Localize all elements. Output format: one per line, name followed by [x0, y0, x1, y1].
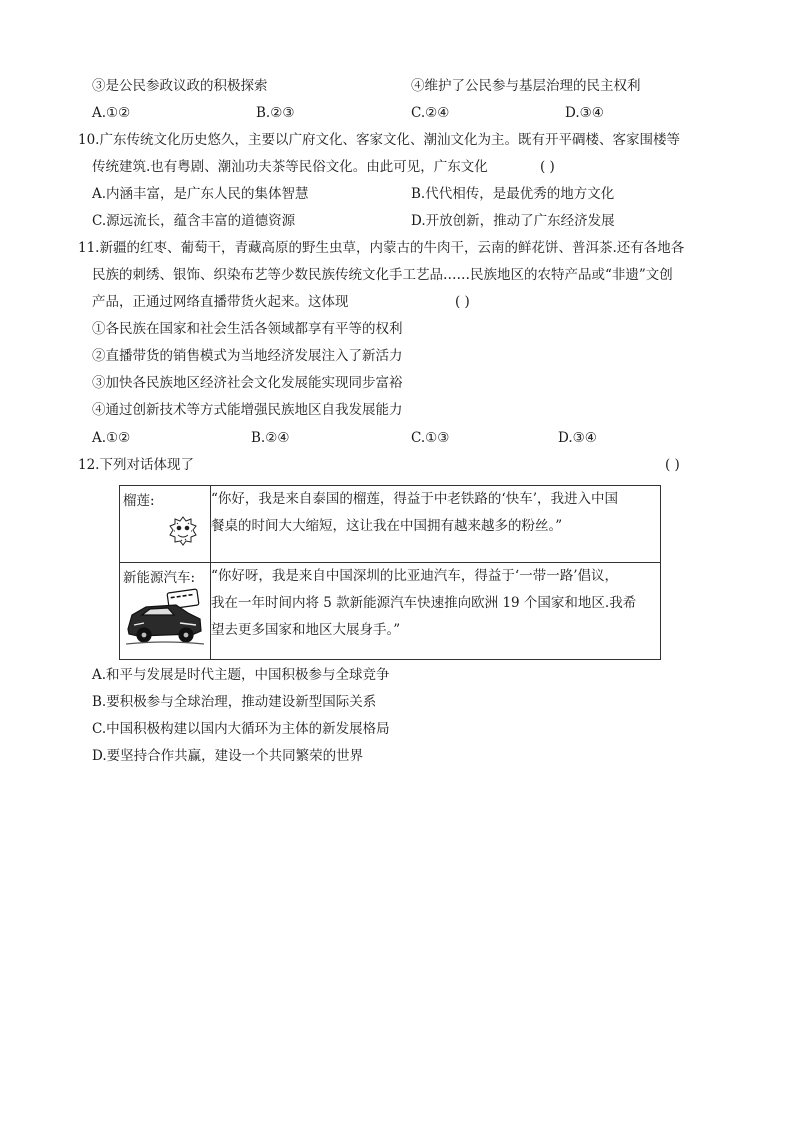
- q11-stem-line3: 产品，正通过网络直播带货火起来。这体现: [92, 294, 349, 310]
- ev-quote-line1: “你好呀，我是来自中国深圳的比亚迪汽车，得益于‘一带一路’倡议，: [211, 568, 618, 584]
- q12-option-c[interactable]: C.中国积极构建以国内大循环为主体的新发展格局: [92, 721, 390, 737]
- durian-quote-line2: 餐桌的时间大大缩短，这让我在中国拥有越来越多的粉丝。”: [211, 518, 563, 534]
- q11-statement-2: ②直播带货的销售模式为当地经济发展注入了新活力: [92, 348, 403, 364]
- ev-quote-line3: 望去更多国家和地区大展身手。”: [211, 622, 401, 638]
- q10-option-d[interactable]: D.开放创新，推动了广东经济发展: [411, 213, 615, 229]
- q12-dialog-table: [119, 485, 661, 660]
- q10-option-b[interactable]: B.代代相传，是最优秀的地方文化: [411, 186, 615, 202]
- q12-option-d[interactable]: D.要坚持合作共赢，建设一个共同繁荣的世界: [92, 748, 364, 764]
- q12-option-b[interactable]: B.要积极参与全球治理，推动建设新型国际关系: [92, 694, 377, 710]
- q11-option-d[interactable]: D.③④: [558, 430, 597, 446]
- q11-stem-line1: 11.新疆的红枣、葡萄干，青藏高原的野生虫草，内蒙古的牛肉干，云南的鲜花饼、普洱茶.还有各地各: [78, 240, 685, 256]
- q10-answer-blank[interactable]: ( ): [540, 159, 555, 175]
- dialog-text-cell: [211, 563, 661, 660]
- q9-option-a[interactable]: A.①②: [92, 105, 131, 121]
- q9-statement-4: ④维护了公民参与基层治理的民主权利: [411, 78, 641, 94]
- dialog-label-cell: [120, 563, 211, 660]
- q11-statement-4: ④通过创新技术等方式能增强民族地区自我发展能力: [92, 402, 403, 418]
- q9-option-d[interactable]: D.③④: [565, 105, 604, 121]
- q11-option-b[interactable]: B.②④: [251, 430, 290, 446]
- q9-option-b[interactable]: B.②③: [256, 105, 295, 121]
- speaker-durian: 榴莲:: [123, 493, 155, 509]
- dialog-text-cell: [211, 486, 661, 563]
- dialog-row-ev: [120, 563, 661, 660]
- dialog-row-durian: [120, 486, 661, 563]
- q11-statement-3: ③加快各民族地区经济社会文化发展能实现同步富裕: [92, 375, 403, 391]
- q11-option-a[interactable]: A.①②: [92, 430, 131, 446]
- q11-statement-1: ①各民族在国家和社会生活各领域都享有平等的权利: [92, 321, 403, 337]
- q10-stem-line1: 10.广东传统文化历史悠久，主要以广府文化、客家文化、潮汕文化为主。既有开平碉楼、客家围楼等: [78, 132, 680, 148]
- q10-option-a[interactable]: A.内涵丰富，是广东人民的集体智慧: [92, 186, 309, 202]
- q10-option-c[interactable]: C.源远流长，蕴含丰富的道德资源: [92, 213, 296, 229]
- q10-stem-line2: 传统建筑.也有粤剧、潮汕功夫茶等民俗文化。由此可见，广东文化: [92, 159, 488, 175]
- dialog-label-cell: [120, 486, 211, 563]
- durian-quote-line1: “你好，我是来自泰国的榴莲，得益于中老铁路的‘快车’，我进入中国: [211, 491, 618, 507]
- durian-icon: [168, 514, 198, 548]
- q11-option-c[interactable]: C.①③: [411, 430, 450, 446]
- ev-quote-line2: 我在一年时间内将 5 款新能源汽车快速推向欧洲 19 个国家和地区.我希: [211, 595, 637, 611]
- car-icon: [124, 587, 206, 649]
- q11-stem-line2: 民族的刺绣、银饰、织染布艺等少数民族传统文化手工艺品……民族地区的农特产品或“非遗”文创: [92, 267, 673, 283]
- q11-answer-blank[interactable]: ( ): [455, 294, 470, 310]
- q9-option-c[interactable]: C.②④: [411, 105, 450, 121]
- speaker-ev: 新能源汽车:: [123, 570, 196, 586]
- q12-answer-blank[interactable]: ( ): [665, 457, 680, 473]
- q12-stem: 12.下列对话体现了: [78, 457, 194, 473]
- q9-statement-3: ③是公民参政议政的积极探索: [92, 78, 268, 94]
- q12-option-a[interactable]: A.和平与发展是时代主题，中国积极参与全球竞争: [92, 667, 390, 683]
